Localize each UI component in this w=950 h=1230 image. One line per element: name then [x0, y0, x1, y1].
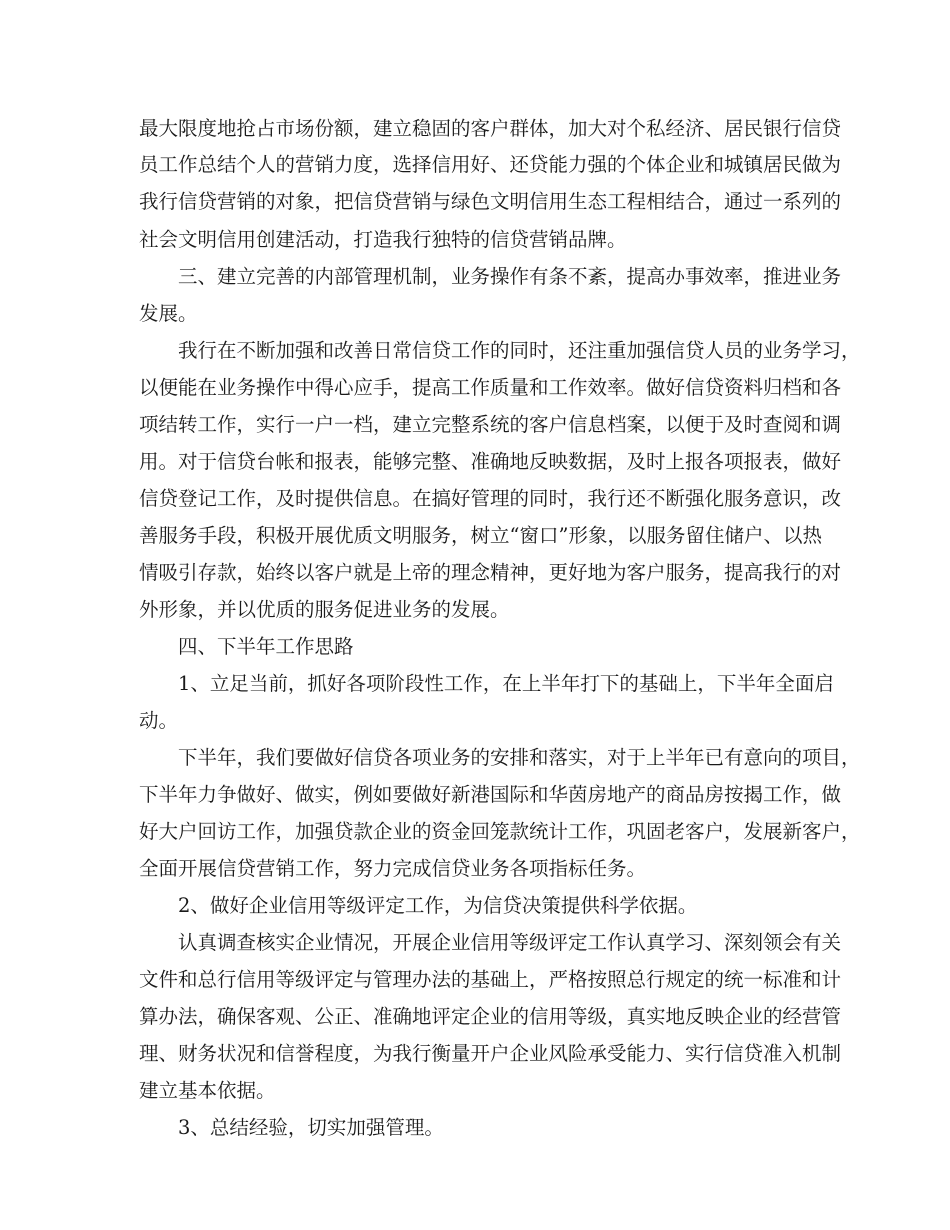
- text-line: 社会文明信用创建活动，打造我行独特的信贷营销品牌。: [139, 228, 627, 251]
- text-line: 下半年力争做好、做实，例如要做好新港国际和华茵房地产的商品房按揭工作，做: [139, 783, 842, 806]
- paragraph-start: 认真调查核实企业情况，开展企业信用等级评定工作认真学习、深刻领会有关: [178, 931, 842, 954]
- text-line: 以便能在业务操作中得心应手，提高工作质量和工作效率。做好信贷资料归档和各: [139, 376, 842, 399]
- text-line: 用。对于信贷台帐和报表，能够完整、准确地反映数据，及时上报各项报表，做好: [139, 450, 842, 473]
- text-line: 项结转工作，实行一户一档，建立完整系统的客户信息档案，以便于及时查阅和调: [139, 413, 842, 436]
- text-line: 员工作总结个人的营销力度，选择信用好、还贷能力强的个体企业和城镇居民做为: [139, 153, 842, 176]
- text-line: 信贷登记工作，及时提供信息。在搞好管理的同时，我行还不断强化服务意识，改: [139, 487, 842, 510]
- text-line: 外形象，并以优质的服务促进业务的发展。: [139, 598, 510, 621]
- paragraph-start: 下半年，我们要做好信贷各项业务的安排和落实，对于上半年已有意向的项目，: [178, 746, 861, 769]
- section-heading-3: 三、建立完善的内部管理机制，业务操作有条不紊，提高办事效率，推进业务: [178, 265, 842, 288]
- subheading-1: 1、立足当前，抓好各项阶段性工作，在上半年打下的基础上，下半年全面启: [178, 672, 834, 695]
- text-line: 理、财务状况和信誉程度，为我行衡量开户企业风险承受能力、实行信贷准入机制: [139, 1042, 842, 1065]
- text-line: 文件和总行信用等级评定与管理办法的基础上，严格按照总行规定的统一标准和计: [139, 968, 842, 991]
- section-heading-4: 四、下半年工作思路: [178, 635, 354, 658]
- text-line: 发展。: [139, 302, 198, 325]
- paragraph-start: 我行在不断加强和改善日常信贷工作的同时，还注重加强信贷人员的业务学习，: [178, 339, 861, 362]
- text-line: 全面开展信贷营销工作，努力完成信贷业务各项指标任务。: [139, 857, 647, 880]
- text-line: 善服务手段，积极开展优质文明服务，树立“窗口”形象，以服务留住储户、以热: [139, 524, 822, 547]
- text-line: 算办法，确保客观、公正、准确地评定企业的信用等级，真实地反映企业的经营管: [139, 1005, 842, 1028]
- text-line: 我行信贷营销的对象，把信贷营销与绿色文明信用生态工程相结合，通过一系列的: [139, 190, 842, 213]
- subheading-3: 3、总结经验，切实加强管理。: [178, 1116, 444, 1139]
- text-line: 动。: [139, 709, 179, 732]
- text-line: 建立基本依据。: [139, 1079, 276, 1102]
- subheading-2: 2、做好企业信用等级评定工作，为信贷决策提供科学依据。: [178, 894, 698, 917]
- text-line: 情吸引存款，始终以客户就是上帝的理念精神，更好地为客户服务，提高我行的对: [139, 561, 842, 584]
- text-line: 好大户回访工作，加强贷款企业的资金回笼款统计工作，巩固老客户，发展新客户，: [139, 820, 861, 843]
- text-line: 最大限度地抢占市场份额，建立稳固的客户群体，加大对个私经济、居民银行信贷: [139, 117, 842, 140]
